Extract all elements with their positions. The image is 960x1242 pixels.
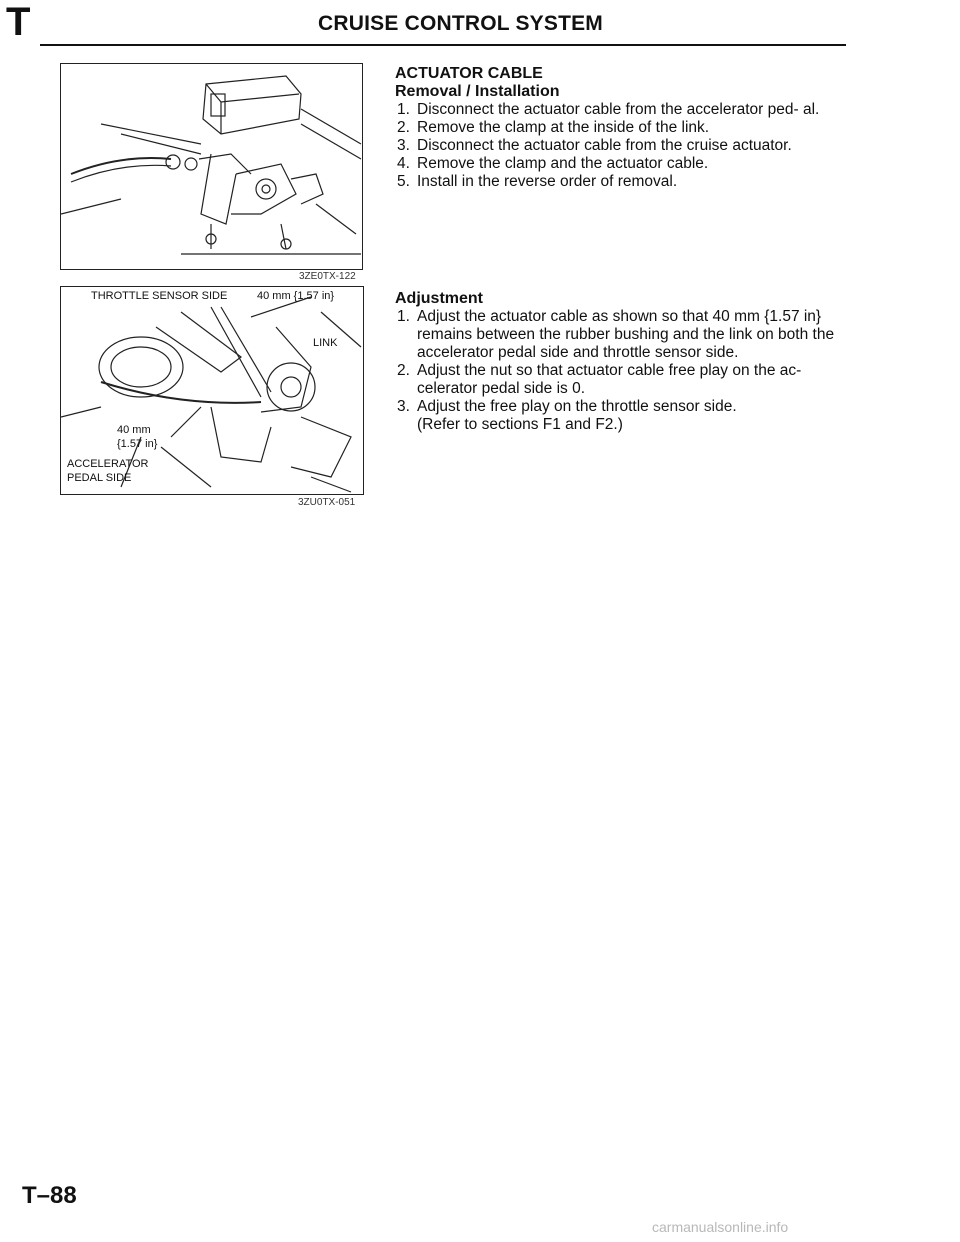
reference-note: (Refer to sections F1 and F2.) xyxy=(417,416,623,433)
list-item xyxy=(395,155,850,173)
throttle-sensor-side-label: THROTTLE SENSOR SIDE xyxy=(91,290,228,302)
section-subheading: Removal / Installation xyxy=(395,83,560,100)
list-item xyxy=(395,398,850,416)
list-item xyxy=(395,119,850,137)
list-item xyxy=(395,362,850,398)
dimension-left-mm-label: 40 mm xyxy=(117,424,151,436)
section-letter: T xyxy=(6,0,31,44)
pedal-side-label: PEDAL SIDE xyxy=(67,472,132,484)
watermark: carmanualsonline.info xyxy=(652,1219,789,1235)
step-number: 2. xyxy=(397,119,410,136)
dimension-top-label: 40 mm {1.57 in} xyxy=(257,290,335,302)
header-divider xyxy=(40,44,846,46)
step-text: Remove the clamp and the actuator cable. xyxy=(417,155,709,172)
step-text: Disconnect the actuator cable from the cruise actuator. xyxy=(417,137,792,154)
adjustment-steps xyxy=(395,308,850,416)
step-number: 4. xyxy=(397,155,410,172)
dimension-left-in-label: {1.57 in} xyxy=(117,438,158,450)
step-text: Adjust the nut so that actuator cable free play on the ac- celerator pedal side is 0. xyxy=(417,362,802,397)
actuator-drawing xyxy=(61,64,362,269)
link-label: LINK xyxy=(313,337,338,349)
step-text: Disconnect the actuator cable from the accelerator ped- al. xyxy=(417,101,820,118)
page-number: T–88 xyxy=(22,1182,77,1209)
removal-section xyxy=(395,65,850,191)
list-item xyxy=(395,101,850,119)
step-text: Remove the clamp at the inside of the link. xyxy=(417,119,710,136)
list-item xyxy=(395,137,850,155)
page-title: CRUISE CONTROL SYSTEM xyxy=(318,12,604,35)
adjustment-illustration xyxy=(60,286,364,495)
step-number: 1. xyxy=(397,101,410,118)
step-text: Adjust the actuator cable as shown so that 40 mm {1.57 in} remains between the rubber bushing and the link on both the accelerator pedal side and throttle sensor side. xyxy=(417,308,835,361)
step-number: 1. xyxy=(397,308,410,325)
figure-code: 3ZE0TX-122 xyxy=(299,271,356,282)
step-number: 3. xyxy=(397,137,410,154)
section-heading: ACTUATOR CABLE xyxy=(395,65,543,82)
removal-steps xyxy=(395,101,850,191)
step-text: Install in the reverse order of removal. xyxy=(417,173,678,190)
step-text: Adjust the free play on the throttle sensor side. xyxy=(417,398,737,415)
figure-code: 3ZU0TX-051 xyxy=(298,497,356,508)
accelerator-label: ACCELERATOR xyxy=(67,458,149,470)
list-item xyxy=(395,308,850,362)
step-number: 2. xyxy=(397,362,410,379)
section-heading: Adjustment xyxy=(395,290,483,307)
step-number: 3. xyxy=(397,398,410,415)
list-item xyxy=(395,173,850,191)
adjustment-section xyxy=(395,290,850,434)
step-number: 5. xyxy=(397,173,410,190)
actuator-illustration xyxy=(60,63,363,270)
